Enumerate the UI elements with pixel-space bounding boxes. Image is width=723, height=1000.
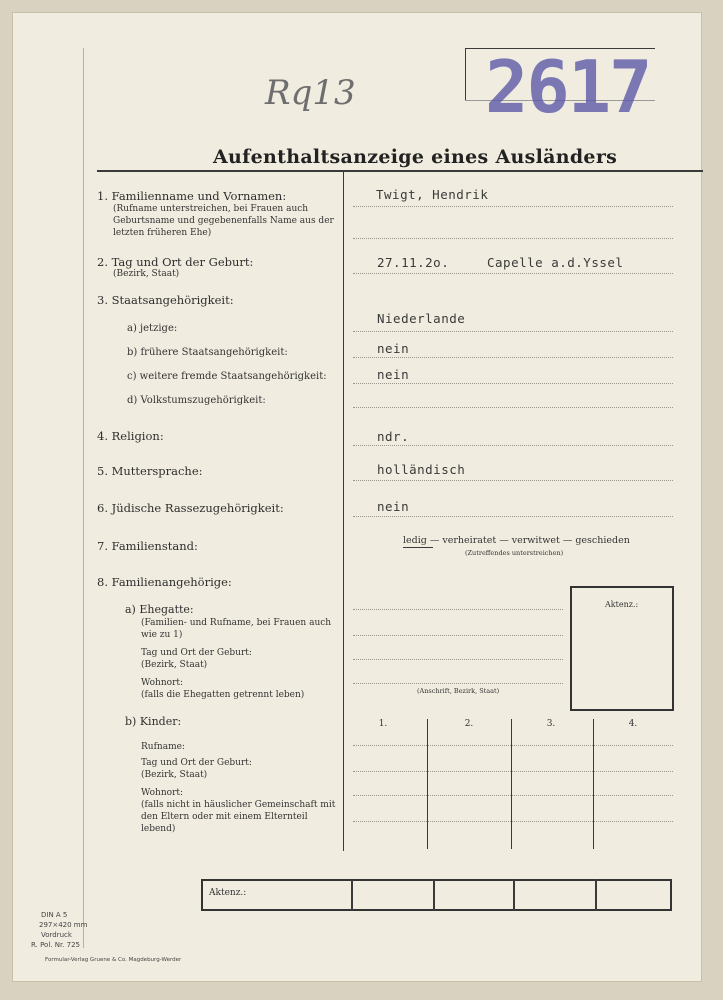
- field-8a-label: a) Ehegatte:: [125, 603, 194, 616]
- footer-vordruck: Vordruck: [41, 931, 72, 939]
- bottom-aktenz-label: Aktenz.:: [209, 888, 247, 898]
- field-5-value: holländisch: [377, 462, 466, 477]
- column-divider: [343, 171, 344, 851]
- page-title: Aufenthaltsanzeige eines Ausländers: [213, 146, 618, 168]
- field-4-value: ndr.: [377, 429, 410, 444]
- stamp-number: 2617: [485, 45, 651, 129]
- photo-box-aktenz: Aktenz.:: [605, 600, 639, 609]
- field-3c-value: nein: [377, 367, 410, 382]
- field-8a-sub5: (falls die Ehegatten getrennt leben): [141, 690, 305, 700]
- field-8a-sub4: Wohnort:: [141, 678, 184, 688]
- handwritten-note: Rq13: [265, 73, 356, 113]
- child-col-4: 4.: [628, 719, 638, 729]
- child-col-2: 2.: [464, 719, 474, 729]
- left-margin-line: [83, 48, 84, 948]
- field-1-value: Twigt, Hendrik: [376, 187, 489, 202]
- field-2-label: 2. Tag und Ort der Geburt:: [97, 255, 254, 269]
- field-8a-addr-hint: (Anschrift, Bezirk, Staat): [417, 687, 500, 695]
- field-8b-r3: (Bezirk, Staat): [141, 770, 208, 780]
- footer-publisher: Formular-Verlag Gruene & Co. Magdeburg-Werder: [45, 957, 182, 963]
- field-3b-value: nein: [377, 341, 410, 356]
- field-8b-r4: Wohnort:: [141, 788, 184, 798]
- footer-din: DIN A 5: [41, 911, 68, 919]
- field-6-label: 6. Jüdische Rassezugehörigkeit:: [97, 501, 284, 515]
- field-2-sub: (Bezirk, Staat): [113, 269, 180, 279]
- field-1-label: 1. Familienname und Vornamen:: [97, 189, 287, 203]
- field-3a-value: Niederlande: [377, 311, 466, 326]
- field-6-value: nein: [377, 499, 410, 514]
- field-3a-label: a) jetzige:: [127, 323, 178, 334]
- field-3c-label: c) weitere fremde Staatsangehörigkeit:: [127, 371, 327, 382]
- field-7-hint: (Zutreffendes unterstreichen): [465, 549, 564, 557]
- field-4-label: 4. Religion:: [97, 429, 164, 443]
- field-3b-label: b) frühere Staatsangehörigkeit:: [127, 347, 288, 358]
- ledig-underline: [403, 547, 433, 548]
- child-col-1: 1.: [378, 719, 388, 729]
- field-7-options: ledig — verheiratet — verwitwet — geschieden: [403, 535, 630, 546]
- field-8a-sub1: (Familien- und Rufname, bei Frauen auch wie zu 1): [141, 618, 332, 640]
- header-rule: [97, 170, 703, 172]
- child-col-3: 3.: [546, 719, 556, 729]
- field-8b-r2: Tag und Ort der Geburt:: [141, 758, 252, 768]
- field-8a-sub3: (Bezirk, Staat): [141, 660, 208, 670]
- field-5-label: 5. Muttersprache:: [97, 464, 203, 478]
- field-2-date: 27.11.2o.: [377, 255, 450, 270]
- field-8b-r5: (falls nicht in häuslicher Gemeinschaft mit den Eltern oder mit einem Elternteil lebend): [141, 800, 336, 834]
- footer-size: 297×420 mm: [39, 921, 88, 929]
- field-3d-label: d) Volkstumszugehörigkeit:: [127, 395, 266, 406]
- field-2-place: Capelle a.d.Yssel: [487, 255, 624, 270]
- footer-nr: R. Pol. Nr. 725: [31, 941, 80, 949]
- field-8a-sub2: Tag und Ort der Geburt:: [141, 648, 252, 658]
- field-3-label: 3. Staatsangehörigkeit:: [97, 293, 234, 307]
- form-sheet: [12, 12, 702, 982]
- aktenz-table: [201, 879, 672, 911]
- field-8b-r1: Rufname:: [141, 742, 185, 752]
- field-8-label: 8. Familienangehörige:: [97, 575, 232, 589]
- field-1-sub: (Rufname unterstreichen, bei Frauen auch Geburtsname und gegebenenfalls Name aus der letzten früheren Ehe): [113, 204, 334, 238]
- field-8b-label: b) Kinder:: [125, 715, 182, 728]
- field-7-label: 7. Familienstand:: [97, 539, 198, 553]
